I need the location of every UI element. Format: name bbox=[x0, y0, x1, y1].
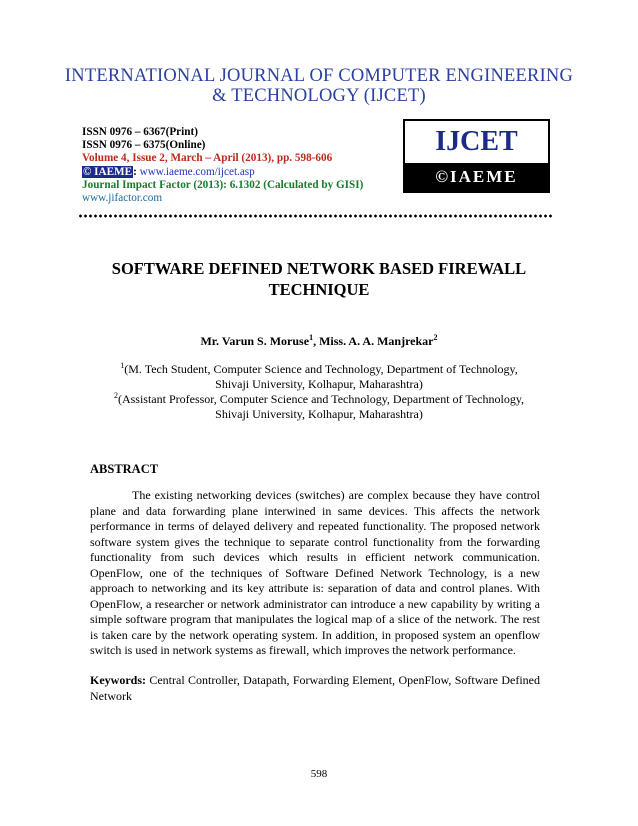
author-2-sup: 2 bbox=[433, 333, 438, 342]
issn-print: ISSN 0976 – 6367(Print) bbox=[82, 126, 198, 138]
affil-2-line2: Shivaji University, Kolhapur, Maharashtra) bbox=[215, 406, 423, 421]
ijcet-logo bbox=[403, 119, 550, 193]
paper-title-line2: TECHNIQUE bbox=[268, 280, 370, 299]
affil-1-line1: (M. Tech Student, Computer Science and Technology, Department of Technology, bbox=[124, 362, 518, 376]
jifactor-link[interactable]: www.jifactor.com bbox=[82, 192, 163, 205]
volume-info: Volume 4, Issue 2, March – April (2013), pp. 598-606 bbox=[82, 152, 333, 165]
impact-factor: Journal Impact Factor (2013): 6.1302 (Calculated by GISI) bbox=[82, 178, 364, 191]
journal-title bbox=[60, 66, 578, 106]
authors bbox=[60, 334, 578, 349]
affiliation-2 bbox=[90, 392, 548, 421]
journal-title-line2: & TECHNOLOGY (IJCET) bbox=[212, 86, 426, 106]
logo-bottom-text: ©IAEME bbox=[405, 163, 548, 191]
dotted-divider bbox=[78, 214, 552, 218]
journal-meta bbox=[82, 126, 363, 205]
journal-title-line1: INTERNATIONAL JOURNAL OF COMPUTER ENGINEERING bbox=[64, 66, 574, 86]
keywords-text: Central Controller, Datapath, Forwarding Element, OpenFlow, Software Defined Network bbox=[90, 673, 540, 703]
author-2: Miss. A. A. Manjrekar bbox=[319, 334, 434, 348]
affil-1-sup: 1 bbox=[120, 361, 125, 370]
logo-top-text: IJCET bbox=[405, 121, 548, 163]
iaeme-link[interactable]: www.iaeme.com/ijcet.asp bbox=[139, 165, 255, 178]
author-1-sup: 1 bbox=[309, 333, 314, 342]
iaeme-url-line bbox=[82, 166, 363, 179]
affil-2-line1: (Assistant Professor, Computer Science and Technology, Department of Technology, bbox=[117, 392, 525, 406]
page-number: 598 bbox=[310, 768, 328, 780]
affil-2-sup: 2 bbox=[113, 391, 118, 400]
author-sep: , bbox=[313, 334, 320, 348]
colon: : bbox=[133, 165, 137, 178]
affil-1-line2: Shivaji University, Kolhapur, Maharashtra) bbox=[215, 376, 423, 391]
author-1: Mr. Varun S. Moruse bbox=[200, 334, 310, 348]
iaeme-badge: © IAEME bbox=[83, 165, 133, 178]
paper-title bbox=[100, 258, 538, 300]
keywords-label: Keywords: bbox=[90, 673, 146, 687]
abstract-heading: ABSTRACT bbox=[90, 462, 159, 476]
paper-title-line1: SOFTWARE DEFINED NETWORK BASED FIREWALL bbox=[111, 259, 527, 278]
keywords bbox=[90, 673, 540, 704]
issn-online: ISSN 0976 – 6375(Online) bbox=[82, 139, 206, 152]
affiliation-1 bbox=[90, 362, 548, 391]
abstract-body: The existing networking devices (switches) are complex because they have control plane and data forwarding plane interwined in same devices. This affects the network performance in terms of delayed delivery and repeated functionality. The proposed network software system gives the technique to separate control functionality from the forwarding functionality from such devices which results in efficient network communication. OpenFlow, one of the techniques of Software Defined Network Technology, is a new approach to networking and its key attribute is: separation of data and control planes. With OpenFlow, a researcher or network administrator can introduce a new capability by writing a simple software program that manipulates the logical map of a slice of the network. The rest is taken care by the network operating system. In addition, in proposed system an openflow switch is used in network systems as firewall, which improves the network performance. bbox=[90, 488, 540, 657]
